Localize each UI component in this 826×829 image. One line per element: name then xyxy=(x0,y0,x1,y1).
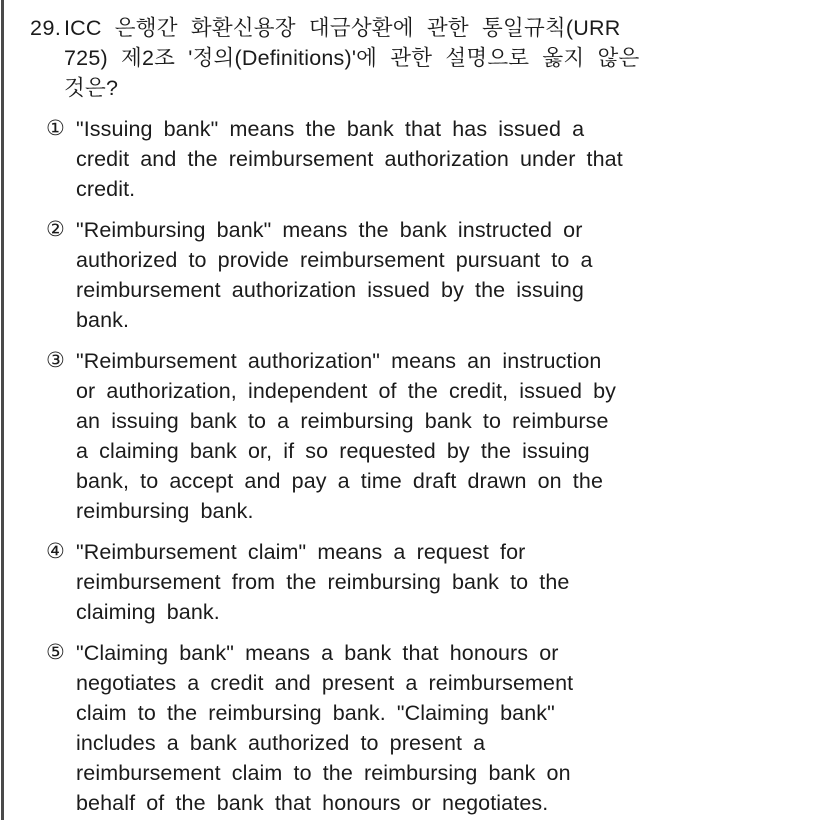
question-block xyxy=(30,13,806,103)
text-line: bank. xyxy=(76,308,130,332)
text-line: bank, to accept and pay a time draft drawn on the xyxy=(76,469,603,493)
text-line: negotiates a credit and present a reimbursement xyxy=(76,671,574,695)
option-number: ④ xyxy=(46,540,65,563)
text-line: credit and the reimbursement authorization under that xyxy=(76,147,623,171)
option-text xyxy=(76,346,806,526)
text-line: reimbursement from the reimbursing bank to the xyxy=(76,570,570,594)
answer-option-2[interactable] xyxy=(46,215,806,335)
option-number: ③ xyxy=(46,349,65,372)
text-line: "Issuing bank" means the bank that has issued a xyxy=(76,117,585,141)
option-number: ② xyxy=(46,218,65,241)
option-text xyxy=(76,215,806,335)
option-text xyxy=(76,537,806,627)
text-line: or authorization, independent of the credit, issued by xyxy=(76,379,617,403)
answer-option-1[interactable] xyxy=(46,114,806,204)
text-line: a claiming bank or, if so requested by the issuing xyxy=(76,439,590,463)
answer-option-5[interactable] xyxy=(46,638,806,818)
text-line: authorized to provide reimbursement pursuant to a xyxy=(76,248,593,272)
text-line: reimbursing bank. xyxy=(76,499,254,523)
text-line: includes a bank authorized to present a xyxy=(76,731,486,755)
text-line: 725) 제2조 '정의(Definitions)'에 관한 설명으로 옳지 않은 xyxy=(64,46,640,70)
option-number: ① xyxy=(46,117,65,140)
text-line: credit. xyxy=(76,177,136,201)
text-line: claim to the reimbursing bank. "Claiming bank" xyxy=(76,701,555,725)
text-line: an issuing bank to a reimbursing bank to reimburse xyxy=(76,409,609,433)
options-list xyxy=(30,114,806,818)
text-line: 것은? xyxy=(64,76,119,100)
text-line: "Reimbursement claim" means a request for xyxy=(76,540,526,564)
option-text xyxy=(76,114,806,204)
text-line: reimbursement claim to the reimbursing bank on xyxy=(76,761,571,785)
option-text xyxy=(76,638,806,818)
answer-option-3[interactable] xyxy=(46,346,806,526)
question-number: 29. xyxy=(30,16,62,40)
text-line: ICC 은행간 화환신용장 대금상환에 관한 통일규칙(URR xyxy=(64,16,621,40)
answer-option-4[interactable] xyxy=(46,537,806,627)
text-line: "Claiming bank" means a bank that honours or xyxy=(76,641,559,665)
text-line: "Reimbursement authorization" means an instruction xyxy=(76,349,602,373)
question-text xyxy=(64,13,806,103)
option-number: ⑤ xyxy=(46,641,65,664)
text-line: behalf of the bank that honours or negotiates. xyxy=(76,791,549,815)
text-line: reimbursement authorization issued by the issuing xyxy=(76,278,584,302)
text-line: "Reimbursing bank" means the bank instructed or xyxy=(76,218,583,242)
text-line: claiming bank. xyxy=(76,600,220,624)
